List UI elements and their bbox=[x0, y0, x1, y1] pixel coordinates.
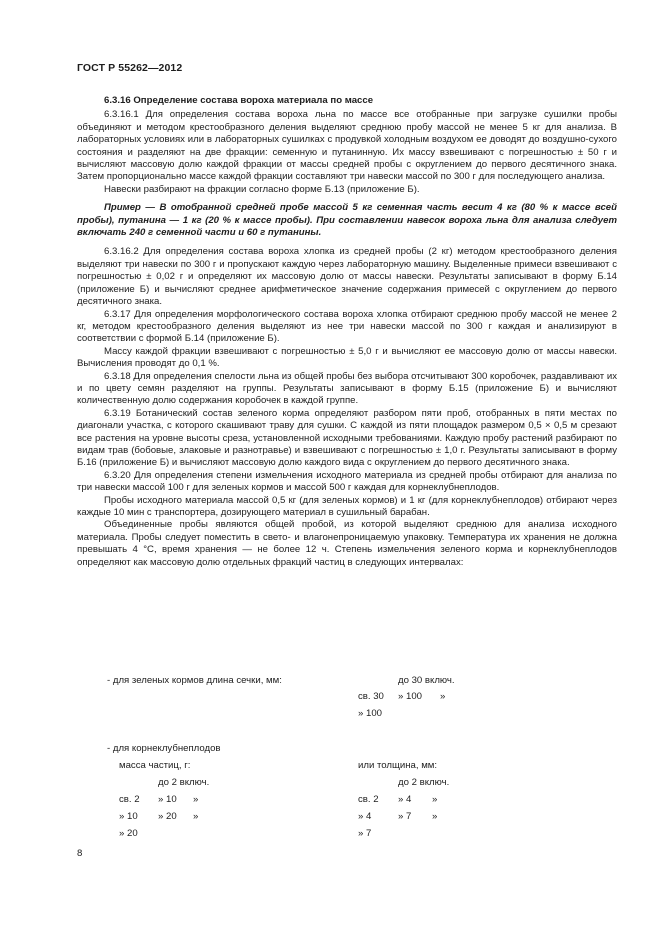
interval-value: » 100 bbox=[358, 708, 383, 719]
paragraph: 6.3.16.2 Для определения состава вороха хлопка из средней пробы (2 кг) методом крестообразного деления выделяют три навески по 300 г и пропускают каждую через лабораторную машину. Выделенные примеси взвешивают с погрешностью ± 0,02 г и определяют их массовую долю от массы навески. Результаты записывают в форму Б.14 (приложение Б) и вычисляют среднее арифметическое значение содержания примесей с округлением до первого десятичного знака. bbox=[77, 246, 617, 308]
root-crops-label: - для корнеклубнеплодов bbox=[107, 743, 221, 754]
interval-value: » 4 bbox=[358, 811, 372, 822]
example-note: Пример — В отобранной средней пробе массой 5 кг семенная часть весит 4 кг (80 % к массе всей пробы), путанина — 1 кг (20 % к массе пробы). При составлении навесок вороха льна для анализа следует включать 240 г семенной части и 60 г путанины. bbox=[77, 202, 617, 239]
interval-value: » bbox=[193, 811, 199, 822]
section-heading: 6.3.16 Определение состава вороха материала по массе bbox=[104, 95, 374, 106]
paragraph: 6.3.17 Для определения морфологического состава вороха хлопка отбирают среднюю пробу массой не менее 2 кг, методом крестообразного деления выделяют из нее три навески массой по 300 г каждая и анализируют в соответствии с формой Б.14 (приложение Б). bbox=[77, 308, 617, 345]
interval-value: » 20 bbox=[158, 811, 177, 822]
paragraph: 6.3.16.1 Для определения состава вороха льна по массе все отобранные при загрузке сушилки пробы объединяют и методом крестообразного деления выделяют среднюю пробу массой не менее 5 кг для анализа. В лабораторных условиях или в лабораторных сушилках с продувкой холодным воздухом ее доводят до воздушно-сухого состояния и разделяют на две фракции: семенную и путанинную. Их массу взвешивают с погрешностью ± 50 г и вычисляют массовую долю каждой фракции от массы средней пробы с округлением до первого десятичного знака. Затем пропорционально массе каждой фракции составляют три навески массой по 300 г для последующего анализа. bbox=[77, 109, 617, 183]
green-forage-label: - для зеленых кормов длина сечки, мм: bbox=[107, 675, 282, 686]
interval-value: » bbox=[432, 794, 438, 805]
interval-value: » bbox=[432, 811, 438, 822]
paragraph: 6.3.18 Для определения спелости льна из общей пробы без выбора отсчитывают 300 коробочек, раздавливают их и по цвету семян разделяют на группы. Результаты записывают в форму Б.15 (приложение Б) и вычисляют количественную долю содержания коробочек в каждой группе. bbox=[77, 370, 617, 407]
interval-value: » bbox=[193, 794, 199, 805]
interval-value: до 2 включ. bbox=[158, 777, 210, 788]
interval-value: св. 2 bbox=[358, 794, 379, 805]
paragraph: Пробы исходного материала массой 0,5 кг (для зеленых кормов) и 1 кг (для корнеклубнеплодов) отбирают через каждые 10 мин с транспортера, дозирующего материал в сушильный барабан. bbox=[77, 494, 617, 518]
interval-value: » 100 bbox=[398, 691, 423, 702]
paragraph: 6.3.19 Ботанический состав зеленого корма определяют разбором пяти проб, отобранных в пяти местах по диагонали участка, с которого скашивают траву для сушки. С каждой из пяти площадок размером 0,5 × 0,5 м срезают все растения на уровне высоты среза, установленной исходными требованиями. Каждую пробу растений разбирают по видам трав (бобовые, злаковые и разнотравье) и взвешивают с погрешностью ± 1,0 г. Результаты записывают в форму Б.16 (приложение Б) и вычисляют массовую долю каждого вида с округлением до первого десятичного знака. bbox=[77, 407, 617, 469]
interval-value: » 4 bbox=[398, 794, 412, 805]
paragraph: 6.3.20 Для определения степени измельчения исходного материала из средней пробы отбирают для анализа по три навески массой 100 г для зеленых кормов и массой 500 г каждая для корнеклубнеплодов. bbox=[77, 469, 617, 494]
interval-value: » bbox=[440, 691, 446, 702]
interval-value: св. 30 bbox=[358, 691, 384, 702]
interval-value: » 20 bbox=[119, 828, 138, 839]
paragraph: Навески разбирают на фракции согласно форме Б.13 (приложение Б). bbox=[104, 183, 420, 195]
interval-value: » 7 bbox=[358, 828, 372, 839]
interval-value: св. 2 bbox=[119, 794, 140, 805]
paragraph: Объединенные пробы являются общей пробой, из которой выделяют среднюю для анализа исходного материала. Пробы следует поместить в свето- и влагонепроницаемую упаковку. Температура их хранения не должна превышать 4 °С, время хранения — не более 12 ч. Степень измельчения зеленого корма и корнеклубнеплодов определяют как массовую долю отдельных фракций частиц в следующих интервалах: bbox=[77, 519, 617, 568]
mass-label: масса частиц, г: bbox=[119, 760, 191, 771]
interval-value: » 10 bbox=[158, 794, 177, 805]
thickness-label: или толщина, мм: bbox=[358, 760, 438, 771]
paragraph: Массу каждой фракции взвешивают с погрешностью ± 5,0 г и вычисляют ее массовую долю от массы навески. Вычисления проводят до 0,1 %. bbox=[77, 345, 617, 370]
interval-value: » 7 bbox=[398, 811, 412, 822]
document-header: ГОСТ Р 55262—2012 bbox=[77, 62, 183, 74]
page-number: 8 bbox=[77, 848, 83, 859]
interval-value: до 2 включ. bbox=[398, 777, 450, 788]
interval-value: до 30 включ. bbox=[398, 675, 455, 686]
document-body bbox=[77, 95, 617, 569]
interval-value: » 10 bbox=[119, 811, 138, 822]
